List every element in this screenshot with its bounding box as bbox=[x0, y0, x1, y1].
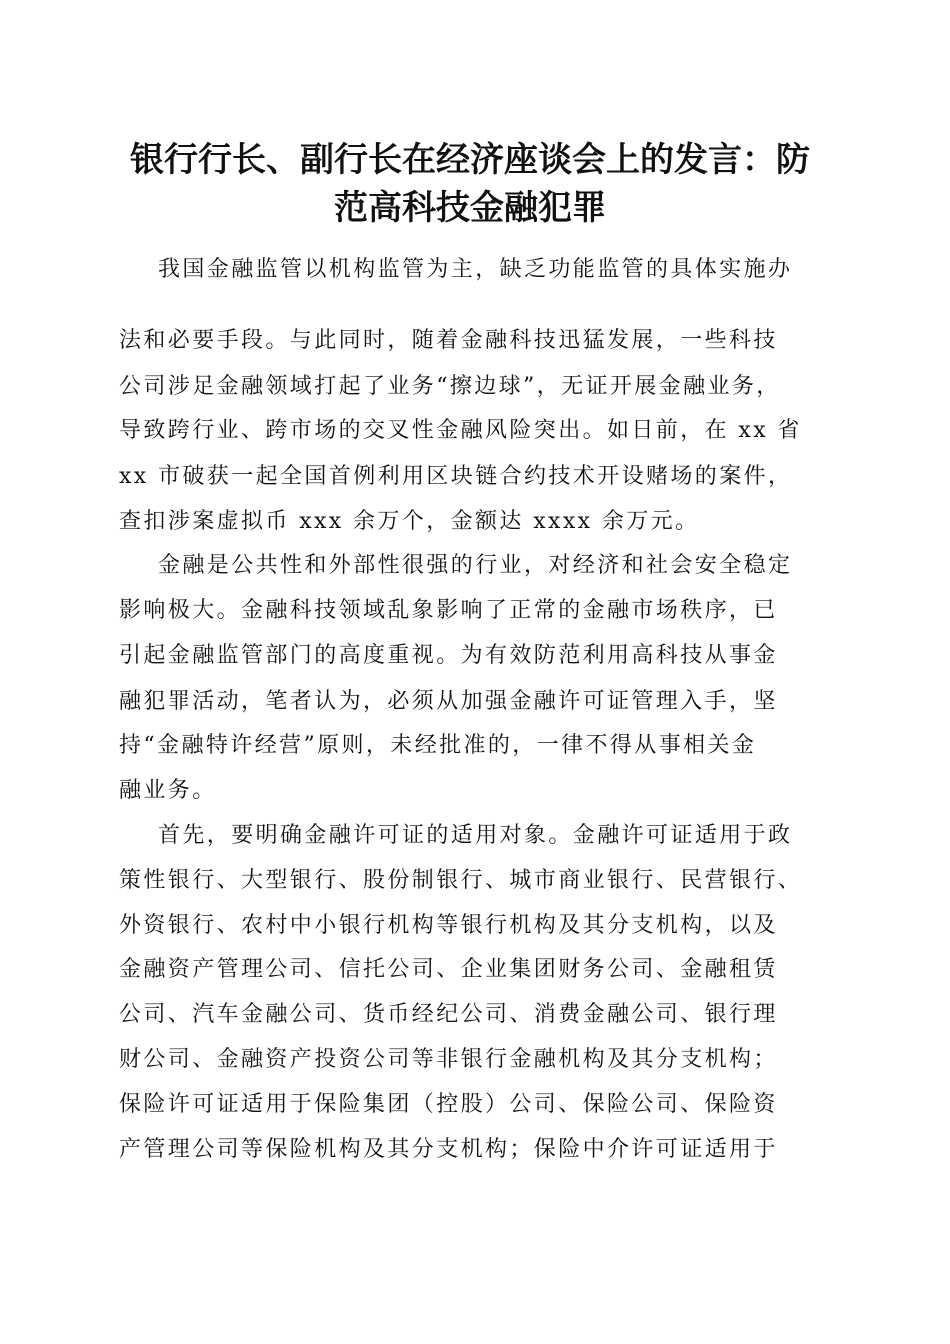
body-line: 保险许可证适用于保险集团（控股）公司、保险公司、保险资 bbox=[119, 1092, 778, 1117]
body-line: 公司、汽车金融公司、货币经纪公司、消费金融公司、银行理 bbox=[119, 1002, 778, 1027]
body-line: 导致跨行业、跨市场的交叉性金融风险突出。如日前，在 xx 省 bbox=[119, 418, 802, 443]
body-line: 持“金融特许经营”原则，未经批准的，一律不得从事相关金 bbox=[119, 733, 757, 758]
body-line: 融业务。 bbox=[119, 778, 217, 803]
body-line: 公司涉足金融领域打起了业务“擦边球”，无证开展金融业务， bbox=[119, 374, 781, 399]
body-line: 融犯罪活动，笔者认为，必须从加强金融许可证管理入手，坚 bbox=[119, 689, 778, 714]
body-line: 外资银行、农村中小银行机构等银行机构及其分支机构，以及 bbox=[119, 913, 778, 938]
body-line: 财公司、金融资产投资公司等非银行金融机构及其分支机构； bbox=[119, 1047, 778, 1072]
document-title-line-1: 银行行长、副行长在经济座谈会上的发言：防 bbox=[130, 140, 810, 180]
body-line: xx 市破获一起全国首例利用区块链合约技术开设赌场的案件， bbox=[119, 464, 793, 489]
body-line: 法和必要手段。与此同时，随着金融科技迅猛发展，一些科技 bbox=[119, 328, 778, 353]
body-line: 金融资产管理公司、信托公司、企业集团财务公司、金融租赁 bbox=[119, 957, 778, 982]
body-line: 首先，要明确金融许可证的适用对象。金融许可证适用于政 bbox=[158, 823, 793, 848]
body-line: 策性银行、大型银行、股份制银行、城市商业银行、民营银行、 bbox=[119, 868, 803, 893]
body-line: 我国金融监管以机构监管为主，缺乏功能监管的具体实施办 bbox=[158, 257, 793, 282]
body-line: 查扣涉案虚拟币 xxx 余万个，金额达 xxxx 余万元。 bbox=[119, 509, 700, 534]
body-line: 影响极大。金融科技领域乱象影响了正常的金融市场秩序，已 bbox=[119, 598, 778, 623]
body-line: 产管理公司等保险机构及其分支机构；保险中介许可证适用于 bbox=[119, 1137, 778, 1162]
body-line: 引起金融监管部门的高度重视。为有效防范利用高科技从事金 bbox=[119, 643, 778, 668]
body-line: 金融是公共性和外部性很强的行业，对经济和社会安全稳定 bbox=[158, 553, 793, 578]
document-title-line-2: 范高科技金融犯罪 bbox=[334, 188, 606, 228]
